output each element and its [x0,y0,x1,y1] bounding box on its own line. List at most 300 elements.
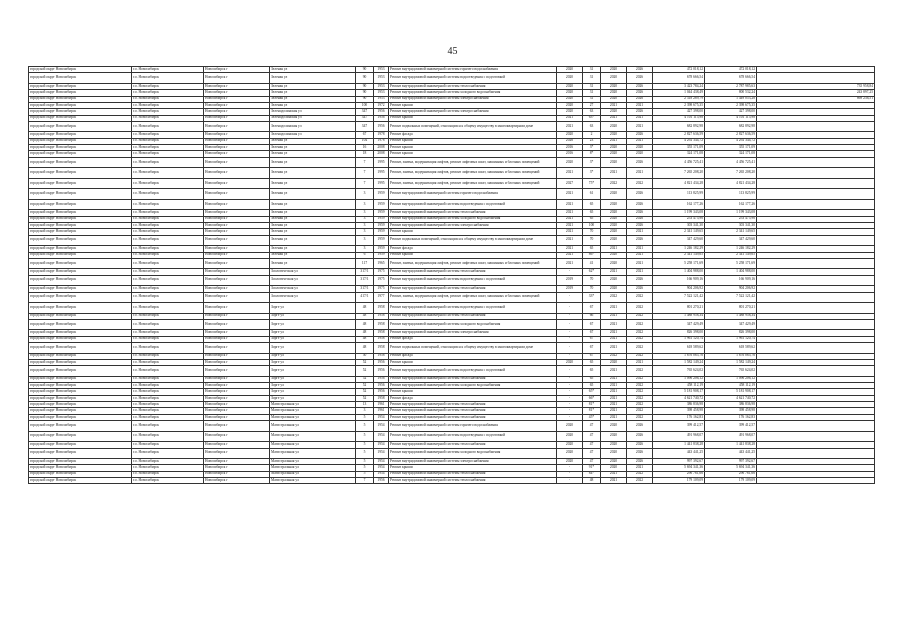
cell-start-year: 2020 [601,459,627,465]
cell-district: г.о. Новосибирск [132,402,204,408]
cell-house-number: 3 [356,199,374,210]
cell-street: Зорге ул [270,319,356,330]
cell-start-year: 2021 [601,330,627,336]
cell-cost-fund: 253 475,96 [705,216,757,222]
cell-street: Зеленая ул [270,138,356,144]
cell-cost-fund: 1 441 838,28 [705,442,757,448]
cell-end-year: 2022 [627,292,653,303]
cell-plan-year: 2020 [557,459,583,465]
cell-cost-fund: 491 968,07 [705,431,757,442]
cell-wear-percent: 47 [583,459,601,465]
cell-start-year: 2020 [601,73,627,84]
cell-end-year: 2021 [627,465,653,471]
cell-street: Зеленая ул [270,157,356,168]
cell-plan-year: 2021 [557,216,583,222]
cell-build-year: 1953 [374,90,389,96]
cell-plan-year: 2021 [557,222,583,228]
cell-cost-total: 7 522 121,42 [653,292,705,303]
cell-municipality: городской округ Новосибирск [29,359,132,365]
cell-build-year: 1975 [374,286,389,292]
cell-street: Зорге ул [270,376,356,382]
cell-house-number: 48 [356,330,374,336]
table-row [29,421,875,432]
cell-settlement: Новосибирск г [204,275,270,286]
cell-house-number: 6 [356,252,374,258]
cell-settlement: Новосибирск г [204,222,270,228]
cell-street: Магистральная ул [270,465,356,471]
cell-end-year: 2022 [627,313,653,319]
cell-settlement: Новосибирск г [204,359,270,365]
cell-end-year: 2022 [627,336,653,342]
cell-work-type: Ремонт внутридомовой инженерной системы теплоснабжения [389,442,557,448]
cell-street: Зоологическая ул [270,275,356,286]
cell-plan-year: - [557,383,583,389]
cell-work-type: Ремонт внутридомовой инженерной системы холодного водоснабжения [389,216,557,222]
cell-cost-fund: 113 825,99 [705,189,757,200]
cell-cost-owners [757,275,875,286]
cell-house-number: 5 [356,448,374,459]
cell-start-year: 2020 [601,222,627,228]
cell-plan-year: 2020 [557,73,583,84]
cell-municipality: городской округ Новосибирск [29,178,132,189]
cell-start-year: 2020 [601,121,627,132]
cell-cost-owners [757,157,875,168]
cell-house-number: 90 [356,67,374,73]
cell-cost-fund: 443 441,25 [705,448,757,459]
cell-house-number: 5 [356,421,374,432]
cell-district: г.о. Новосибирск [132,343,204,354]
cell-wear-percent: 31 [583,83,601,89]
cell-house-number: 90 [356,90,374,96]
cell-plan-year: 2020 [557,90,583,96]
cell-build-year: 1995 [374,168,389,179]
cell-district: г.о. Новосибирск [132,383,204,389]
cell-work-type: Ремонт, замена, модернизация лифтов, ремонт лифтовых шахт, машинных и блочных помещений [389,168,557,179]
cell-district: г.о. Новосибирск [132,275,204,286]
cell-settlement: Новосибирск г [204,157,270,168]
cell-plan-year: 2020 [557,96,583,102]
cell-work-type: Ремонт внутридомовой инженерной системы холодного водоснабжения [389,448,557,459]
cell-district: г.о. Новосибирск [132,83,204,89]
cell-settlement: Новосибирск г [204,145,270,151]
cell-municipality: городской округ Новосибирск [29,115,132,121]
cell-wear-percent: 31 [583,96,601,102]
cell-municipality: городской округ Новосибирск [29,336,132,342]
cell-start-year: 2020 [601,359,627,365]
cell-build-year: 1954 [374,421,389,432]
cell-start-year: 2020 [601,275,627,286]
cell-wear-percent: 65 [583,376,601,382]
cell-end-year: 2021 [627,229,653,235]
cell-work-type: Ремонт фасада [389,246,557,252]
cell-cost-fund: 4 456 725,41 [705,157,757,168]
cell-settlement: Новосибирск г [204,303,270,314]
cell-plan-year: 2016 [557,145,583,151]
cell-district: г.о. Новосибирск [132,389,204,395]
cell-cost-fund: 355 171,09 [705,145,757,151]
cell-end-year: 2022 [627,478,653,484]
cell-plan-year: 2021 [557,168,583,179]
cell-municipality: городской округ Новосибирск [29,189,132,200]
cell-build-year: 1995 [374,157,389,168]
cell-district: г.о. Новосибирск [132,319,204,330]
cell-settlement: Новосибирск г [204,252,270,258]
cell-end-year: 2022 [627,330,653,336]
cell-cost-total: 7 265 208,20 [653,168,705,179]
cell-end-year: 2026 [627,222,653,228]
cell-municipality: городской округ Новосибирск [29,83,132,89]
cell-cost-total: 801 270,21 [653,303,705,314]
cell-settlement: Новосибирск г [204,366,270,377]
cell-municipality: городской округ Новосибирск [29,402,132,408]
cell-cost-owners [757,343,875,354]
cell-work-type: Ремонт внутридомовой инженерной системы водоотведения с подготовкой [389,431,557,442]
cell-street: Зорге ул [270,330,356,336]
repair-program-table [28,66,875,484]
cell-house-number: 48 [356,336,374,342]
cell-cost-total: 1 246 182,29 [653,246,705,252]
cell-work-type: Ремонт внутридомовой инженерной системы теплоснабжения [389,286,557,292]
cell-build-year: 1956 [374,376,389,382]
cell-street: Зеленая ул [270,73,356,84]
cell-settlement: Новосибирск г [204,189,270,200]
cell-end-year: 2026 [627,73,653,84]
cell-end-year: 2026 [627,67,653,73]
cell-street: Зоологическая ул [270,269,356,275]
cell-build-year: 1956 [374,389,389,395]
cell-build-year: 1956 [374,366,389,377]
cell-end-year: 2022 [627,402,653,408]
cell-municipality: городской округ Новосибирск [29,389,132,395]
cell-build-year: 1956 [374,109,389,115]
cell-cost-total: 2 341 149,65 [653,252,705,258]
cell-settlement: Новосибирск г [204,199,270,210]
cell-cost-fund: 5 181 908,17 [705,389,757,395]
cell-settlement: Новосибирск г [204,408,270,414]
cell-settlement: Новосибирск г [204,210,270,216]
cell-house-number: 90 [356,96,374,102]
cell-wear-percent: 63* [583,115,601,121]
cell-house-number: 18 [356,151,374,157]
cell-start-year: 2021 [601,138,627,144]
cell-municipality: городской округ Новосибирск [29,478,132,484]
cell-start-year: 2020 [601,421,627,432]
cell-cost-fund: 7 522 121,42 [705,292,757,303]
cell-work-type: Ремонт внутридомовой инженерной системы теплоснабжения [389,83,557,89]
cell-settlement: Новосибирск г [204,421,270,432]
cell-start-year: 2020 [601,216,627,222]
cell-work-type: Ремонт внутридомовой инженерной системы электроснабжения [389,459,557,465]
cell-end-year: 2026 [627,448,653,459]
cell-build-year: 1958 [374,343,389,354]
cell-build-year: 1961 [374,408,389,414]
cell-cost-total: 2 318 289,79 [653,96,705,102]
cell-cost-fund: 1 404 988,00 [705,269,757,275]
cell-plan-year: 2021 [557,229,583,235]
cell-municipality: городской округ Новосибирск [29,471,132,477]
cell-cost-total: 4 821 434,28 [653,178,705,189]
cell-municipality: городской округ Новосибирск [29,459,132,465]
cell-house-number: 117 [356,258,374,269]
cell-work-type: Ремонт фасада [389,353,557,359]
cell-start-year: 2021 [601,303,627,314]
cell-settlement: Новосибирск г [204,246,270,252]
cell-build-year: 1956 [374,115,389,121]
table-row [29,319,875,330]
cell-cost-total: 443 441,25 [653,448,705,459]
cell-cost-fund: 2 827 636,59 [705,132,757,138]
cell-district: г.о. Новосибирск [132,465,204,471]
cell-build-year: 1958 [374,319,389,330]
cell-end-year: 2022 [627,303,653,314]
cell-settlement: Новосибирск г [204,83,270,89]
cell-start-year: 2021 [601,102,627,108]
cell-district: г.о. Новосибирск [132,471,204,477]
cell-house-number: 48 [356,303,374,314]
cell-cost-total: 324 171,08 [653,151,705,157]
cell-end-year: 2026 [627,132,653,138]
cell-build-year: 1959 [374,199,389,210]
cell-cost-total: 398 458,98 [653,408,705,414]
cell-build-year: 1972 [374,102,389,108]
cell-cost-total: 458 112,19 [653,383,705,389]
cell-build-year: 1958 [374,303,389,314]
cell-plan-year: 2020 [557,83,583,89]
cell-plan-year: 2019 [557,275,583,286]
cell-settlement: Новосибирск г [204,90,270,96]
cell-cost-total: 5 694 341,36 [653,465,705,471]
cell-end-year: 2022 [627,353,653,359]
cell-cost-owners [757,199,875,210]
cell-build-year: 1975 [374,269,389,275]
cell-cost-total: 355 171,09 [653,145,705,151]
cell-settlement: Новосибирск г [204,132,270,138]
cell-district: г.о. Новосибирск [132,330,204,336]
cell-plan-year: 2020 [557,109,583,115]
cell-wear-percent: 47 [583,448,601,459]
cell-work-type: Ремонт крыши [389,359,557,365]
cell-cost-total: 682 892,98 [653,121,705,132]
cell-house-number: 52 [356,383,374,389]
table-row [29,292,875,303]
cell-settlement: Новосибирск г [204,151,270,157]
cell-settlement: Новосибирск г [204,115,270,121]
cell-plan-year: 2020 [557,67,583,73]
cell-street: Зеленая ул [270,258,356,269]
cell-cost-total: 1 441 838,28 [653,442,705,448]
cell-start-year: 2021 [601,395,627,401]
cell-district: г.о. Новосибирск [132,478,204,484]
cell-cost-fund: 427 398,00 [705,109,757,115]
cell-district: г.о. Новосибирск [132,96,204,102]
cell-house-number: 104 [356,138,374,144]
cell-street: Зеленая ул [270,216,356,222]
cell-municipality: городской округ Новосибирск [29,303,132,314]
cell-work-type: Ремонт, замена, модернизация лифтов, ремонт лифтовых шахт, машинных и блочных помещений [389,292,557,303]
cell-house-number: 52 [356,395,374,401]
cell-street: Зеленая ул [270,90,356,96]
cell-build-year: 1954 [374,448,389,459]
cell-district: г.о. Новосибирск [132,168,204,179]
cell-start-year: 2021 [601,414,627,420]
cell-end-year: 2026 [627,421,653,432]
cell-end-year: 2026 [627,96,653,102]
cell-build-year: 1978 [374,132,389,138]
cell-house-number: 52 [356,376,374,382]
cell-build-year: 1958 [374,330,389,336]
cell-build-year: 1975 [374,275,389,286]
cell-end-year: 2021 [627,258,653,269]
cell-build-year: 1954 [374,431,389,442]
cell-start-year: 2020 [601,199,627,210]
cell-cost-total: 678 666,54 [653,73,705,84]
page-number: 45 [447,46,458,57]
cell-end-year: 2020 [627,151,653,157]
cell-cost-owners [757,366,875,377]
cell-plan-year: - [557,471,583,477]
cell-municipality: городской округ Новосибирск [29,431,132,442]
cell-end-year: 2021 [627,252,653,258]
cell-wear-percent: 65 [583,246,601,252]
cell-end-year: 2026 [627,199,653,210]
cell-end-year: 2022 [627,319,653,330]
cell-plan-year: 2021 [557,258,583,269]
cell-municipality: городской округ Новосибирск [29,448,132,459]
cell-municipality: городской округ Новосибирск [29,343,132,354]
cell-start-year: 2020 [601,83,627,89]
cell-cost-owners [757,121,875,132]
cell-end-year: 2026 [627,286,653,292]
cell-house-number: 5 [356,471,374,477]
cell-municipality: городской округ Новосибирск [29,73,132,84]
cell-cost-owners [757,292,875,303]
cell-start-year: 2020 [601,109,627,115]
cell-end-year: 2022 [627,471,653,477]
cell-end-year: 2026 [627,83,653,89]
cell-plan-year: - [557,292,583,303]
cell-build-year: 1954 [374,442,389,448]
cell-municipality: городской округ Новосибирск [29,465,132,471]
cell-plan-year: 2021 [557,199,583,210]
cell-wear-percent: 75* [583,178,601,189]
cell-wear-percent: 31 [583,73,601,84]
cell-build-year: 1959 [374,246,389,252]
cell-settlement: Новосибирск г [204,319,270,330]
cell-house-number: 5 [356,442,374,448]
cell-build-year: 2008 [374,145,389,151]
cell-wear-percent: 66* [583,395,601,401]
cell-end-year: 2020 [627,145,653,151]
cell-district: г.о. Новосибирск [132,216,204,222]
cell-cost-fund: 678 666,54 [705,73,757,84]
cell-district: г.о. Новосибирск [132,222,204,228]
cell-street: Зорге ул [270,366,356,377]
cell-end-year: 2022 [627,343,653,354]
cell-cost-total: 765 624,02 [653,366,705,377]
cell-district: г.о. Новосибирск [132,376,204,382]
cell-house-number: 347 [356,109,374,115]
cell-district: г.о. Новосибирск [132,431,204,442]
cell-municipality: городской округ Новосибирск [29,138,132,144]
cell-street: Зеленая ул [270,102,356,108]
cell-plan-year: - [557,389,583,395]
cell-start-year: 2020 [601,90,627,96]
cell-cost-fund: 904 206,92 [705,286,757,292]
cell-municipality: городской округ Новосибирск [29,102,132,108]
cell-settlement: Новосибирск г [204,353,270,359]
cell-cost-fund: 179 109,09 [705,478,757,484]
cell-build-year: 1953 [374,96,389,102]
cell-settlement: Новосибирск г [204,442,270,448]
table-row [29,121,875,132]
cell-house-number: 5 [356,465,374,471]
cell-work-type: Ремонт крыши [389,389,557,395]
cell-cost-total: 179 109,09 [653,478,705,484]
cell-district: г.о. Новосибирск [132,138,204,144]
cell-work-type: Ремонт внутридомовой инженерной системы холодного водоснабжения [389,383,557,389]
cell-end-year: 2026 [627,275,653,286]
cell-plan-year: 2021 [557,115,583,121]
cell-build-year: 1956 [374,121,389,132]
cell-wear-percent: 47 [583,431,601,442]
cell-house-number: 90 [356,73,374,84]
cell-plan-year: - [557,414,583,420]
cell-settlement: Новосибирск г [204,402,270,408]
cell-wear-percent: 33* [583,292,601,303]
cell-cost-fund: 386 836,98 [705,402,757,408]
cell-cost-fund: 1 096 206,12 [705,376,757,382]
cell-build-year: 1995 [374,178,389,189]
cell-work-type: Ремонт крыши [389,252,557,258]
cell-district: г.о. Новосибирск [132,115,204,121]
cell-house-number: 7 [356,157,374,168]
cell-settlement: Новосибирск г [204,343,270,354]
cell-municipality: городской округ Новосибирск [29,421,132,432]
cell-house-number: 317/1 [356,269,374,275]
cell-street: Зеленая ул [270,210,356,216]
cell-district: г.о. Новосибирск [132,448,204,459]
cell-wear-percent: 70 [583,286,601,292]
cell-plan-year: 2026 [557,138,583,144]
cell-house-number: 100 [356,102,374,108]
cell-street: Зеленодолинская ул [270,132,356,138]
cell-plan-year: 2021 [557,235,583,246]
cell-cost-fund: 618 589,62 [705,343,757,354]
cell-street: Зеленая ул [270,235,356,246]
cell-municipality: городской округ Новосибирск [29,275,132,286]
cell-cost-total: 2 341 149,65 [653,229,705,235]
cell-cost-fund: 4 621 740,72 [705,395,757,401]
cell-street: Зоологическая ул [270,286,356,292]
table-row [29,258,875,269]
cell-district: г.о. Новосибирск [132,121,204,132]
cell-street: Зорге ул [270,353,356,359]
cell-house-number: 317/1 [356,286,374,292]
cell-work-type: Ремонт крыши [389,145,557,151]
cell-work-type: Ремонт, замена, модернизация лифтов, ремонт лифтовых шахт, машинных и блочных помещений [389,178,557,189]
table-row [29,431,875,442]
cell-district: г.о. Новосибирск [132,353,204,359]
cell-district: г.о. Новосибирск [132,199,204,210]
cell-wear-percent: 81* [583,402,601,408]
cell-settlement: Новосибирск г [204,383,270,389]
cell-work-type: Ремонт внутридомовой инженерной системы электроснабжения [389,109,557,115]
cell-end-year: 2022 [627,376,653,382]
cell-house-number: 7 [356,168,374,179]
cell-district: г.о. Новосибирск [132,286,204,292]
table-row [29,343,875,354]
cell-district: г.о. Новосибирск [132,210,204,216]
